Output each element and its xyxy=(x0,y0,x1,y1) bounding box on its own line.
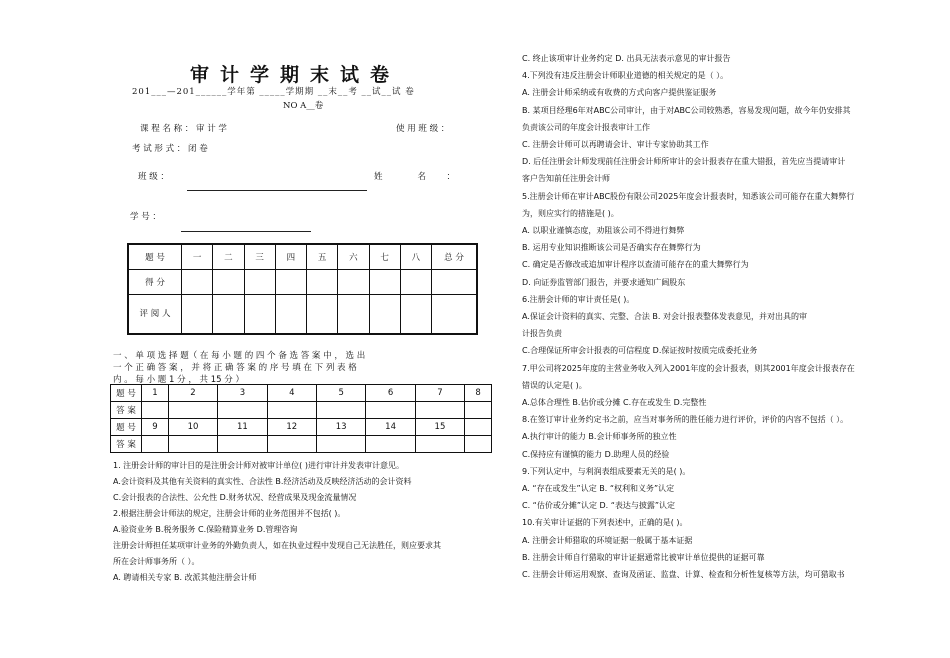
answer-cell[interactable] xyxy=(218,436,267,453)
question-line: 6.注册会计师的审计责任是( )。 xyxy=(522,294,635,304)
question-line: A.会计资料及其他有关资料的真实性、合法性 B.经济活动及反映经济活动的会计资料 xyxy=(113,477,412,486)
score-cell[interactable] xyxy=(244,270,275,295)
score-cell[interactable] xyxy=(307,270,338,295)
answer-cell[interactable] xyxy=(142,436,169,453)
answer-cell[interactable] xyxy=(267,436,316,453)
question-line: 负责该公司的年度会计报表审计工作 xyxy=(522,122,650,132)
answer-cell[interactable] xyxy=(366,436,415,453)
question-line: C. 注册会计师运用观察、查询及函证、监盘、计算、检查和分析性复核等方法，均可猎取书 xyxy=(522,570,845,580)
question-line: C. 终止该项审计业务约定 D. 出具无法表示意见的审计报告 xyxy=(522,54,731,63)
reviewer-cell[interactable] xyxy=(275,295,306,335)
name-label: 姓 名 ： xyxy=(374,172,462,182)
score-cell[interactable] xyxy=(213,270,244,295)
question-line: 为，则应实行的措施是( )。 xyxy=(522,208,619,218)
question-line: 1. 注册会计师的审计目的是注册会计师对被审计单位( )进行审计并发表审计意见。 xyxy=(113,461,404,470)
question-line: A.总体合理性 B.估价或分摊 C.存在或发生 D.完整性 xyxy=(522,398,707,408)
question-line: B. 运用专业知识推断该公司是否确实存在舞弊行为 xyxy=(522,243,701,253)
question-line: 10.有关审计证据的下列表述中，正确的是( )。 xyxy=(522,518,688,528)
question-line: A.保证会计资料的真实、完整、合法 B. 对会计报表整体发表意见，并对出具的审 xyxy=(522,312,807,322)
question-line: C. 确定是否修改或追加审计程序以查清可能存在的重大舞弊行为 xyxy=(522,260,749,270)
score-header-cell: 题 号 xyxy=(128,244,182,270)
reviewer-cell[interactable] xyxy=(213,295,244,335)
left-question-list xyxy=(113,458,441,586)
question-line: C.合理保证所审会计报表的可信程度 D.保证按时按质完成委托业务 xyxy=(522,346,758,356)
answer-table-label: 题 号 xyxy=(111,385,142,402)
question-line: A.执行审计的能力 B.会计师事务所的独立性 xyxy=(522,432,677,442)
answer-table-label: 答 案 xyxy=(111,402,142,419)
answer-cell[interactable] xyxy=(366,402,415,419)
class-field[interactable] xyxy=(187,172,367,191)
question-line: A. 以职业谨慎态度，劝阻该公司不得进行舞弊 xyxy=(522,226,685,236)
question-line: 7.甲公司将2025年度的主营业务收入列入2001年度的会计报表，则其2001年度会计报表存在 xyxy=(522,363,855,373)
question-line: A. 聘请相关专家 B. 改派其他注册会计师 xyxy=(113,573,257,582)
score-header-cell: 六 xyxy=(338,244,369,270)
question-line: C. “估价或分摊”认定 D. “表达与披露”认定 xyxy=(522,501,676,511)
reviewer-cell[interactable] xyxy=(338,295,369,335)
year-line: 201___—201______学年第 _____学期期 __末__考 __试__试 卷 xyxy=(132,87,415,97)
id-field[interactable] xyxy=(181,213,311,232)
question-line: B. 某项目经理6年对ABC公司审计，由于对ABC公司较熟悉，容易发现问题，故今年仍安排其 xyxy=(522,105,851,115)
question-line: C. 注册会计师可以再聘请会计、审计专家协助其工作 xyxy=(522,140,709,150)
question-line: B. 注册会计师自行猎取的审计证据通常比被审计单位提供的证据可靠 xyxy=(522,552,765,562)
score-cell[interactable] xyxy=(338,270,369,295)
question-line: 9.下列认定中，与利润表组成要素无关的是( )。 xyxy=(522,466,691,476)
score-header-cell: 八 xyxy=(400,244,431,270)
question-line: A.验资业务 B.税务服务 C.保险精算业务 D.管理咨询 xyxy=(113,525,298,534)
answer-cell[interactable] xyxy=(316,436,365,453)
right-question-list xyxy=(522,50,855,583)
class-use-label: 使 用 班 级 ： xyxy=(396,124,450,134)
question-line: 4.下列没有违反注册会计师职业道德的相关规定的是（ ）。 xyxy=(522,71,729,81)
score-cell[interactable] xyxy=(275,270,306,295)
answer-cell[interactable] xyxy=(316,402,365,419)
score-header-cell: 七 xyxy=(369,244,400,270)
score-cell[interactable] xyxy=(182,270,213,295)
answer-table: 题 号 1 2 3 4 5 6 7 8 答 案 题 号 9 10 11 12 13 14 15 答 案 xyxy=(110,384,492,453)
question-line: A. “存在或发生”认定 B. “权利和义务”认定 xyxy=(522,484,675,494)
score-header-cell: 五 xyxy=(307,244,338,270)
question-line: 客户告知前任注册会计师 xyxy=(522,174,610,184)
question-line: C.会计报表的合法性、公允性 D.财务状况、经营成果及现金流量情况 xyxy=(113,493,357,502)
question-line: 8.在签订审计业务约定书之前，应当对事务所的胜任能力进行评价，评价的内容不包括（ ）。 xyxy=(522,415,849,425)
volume-line: NO A__卷 xyxy=(283,101,324,111)
question-line: 所在会计师事务所（ ）。 xyxy=(113,557,200,566)
reviewer-cell[interactable] xyxy=(244,295,275,335)
answer-cell[interactable] xyxy=(142,402,169,419)
course-label: 课 程 名 称 ： 审 计 学 xyxy=(140,124,227,134)
score-header-cell: 总 分 xyxy=(432,244,478,270)
score-header-cell: 一 xyxy=(182,244,213,270)
answer-table-label: 题 号 xyxy=(111,419,142,436)
answer-cell[interactable] xyxy=(415,436,464,453)
question-line: D. 向证券监管部门报告，并要求通知广阔股东 xyxy=(522,277,686,287)
answer-cell[interactable] xyxy=(168,436,217,453)
reviewer-cell[interactable] xyxy=(307,295,338,335)
reviewer-cell[interactable] xyxy=(400,295,431,335)
question-line: 错误的认定是( )。 xyxy=(522,380,587,390)
answer-table-label: 答 案 xyxy=(111,436,142,453)
score-cell[interactable] xyxy=(432,270,478,295)
reviewer-cell[interactable] xyxy=(369,295,400,335)
page-title: 审计学期末试卷 xyxy=(190,64,401,86)
answer-cell[interactable] xyxy=(218,402,267,419)
class-label: 班 级 ： xyxy=(138,172,169,182)
score-table xyxy=(127,243,478,335)
question-line: 2.根据注册会计师法的规定，注册会计师的业务范围并不包括( )。 xyxy=(113,509,346,518)
question-line: 5.注册会计师在审计ABC股份有限公司2025年度会计报表时，知悉该公司可能存在重大舞弊行 xyxy=(522,191,855,201)
section-heading: 一 、 单 项 选 择 题（ 在 每 小 题 的 四 个 备 选 答 案 中 ， 选 出 一 个 正 确 答 案 ， 并 将 正 确 答 案 的 序 号 填 在 下 列 表 格 内 。 每 小 题 1 分 ， 共 15 分 ） xyxy=(113,351,366,385)
question-line: 计报告负责 xyxy=(522,329,562,339)
answer-cell[interactable] xyxy=(168,402,217,419)
reviewer-row-label: 评 阅 人 xyxy=(128,295,182,335)
score-header-cell: 四 xyxy=(275,244,306,270)
answer-cell[interactable] xyxy=(415,402,464,419)
question-line: 注册会计师担任某项审计业务的外勤负责人，如在执业过程中发现自己无法胜任，则应要求其 xyxy=(113,541,441,550)
reviewer-cell[interactable] xyxy=(432,295,478,335)
id-label: 学 号 ： xyxy=(130,212,161,222)
answer-cell[interactable] xyxy=(465,436,492,453)
answer-cell[interactable] xyxy=(465,402,492,419)
question-line: D. 后任注册会计师发现前任注册会计师所审计的会计报表存在重大错报，首先应当提请审计 xyxy=(522,157,846,167)
score-header-cell: 三 xyxy=(244,244,275,270)
reviewer-cell[interactable] xyxy=(182,295,213,335)
question-line: A. 注册会计师猎取的环境证据一般属于基本证据 xyxy=(522,535,693,545)
score-cell[interactable] xyxy=(369,270,400,295)
exam-form-label: 考 试 形 式 ： 闭 卷 xyxy=(132,144,208,154)
question-line: A. 注册会计师采纳或有收费的方式向客户提供鉴证服务 xyxy=(522,88,717,98)
score-cell[interactable] xyxy=(400,270,431,295)
score-header-cell: 二 xyxy=(213,244,244,270)
answer-cell[interactable] xyxy=(267,402,316,419)
score-row-label: 得 分 xyxy=(128,270,182,295)
question-line: C.保持应有谨慎的能力 D.助理人员的经验 xyxy=(522,449,670,459)
